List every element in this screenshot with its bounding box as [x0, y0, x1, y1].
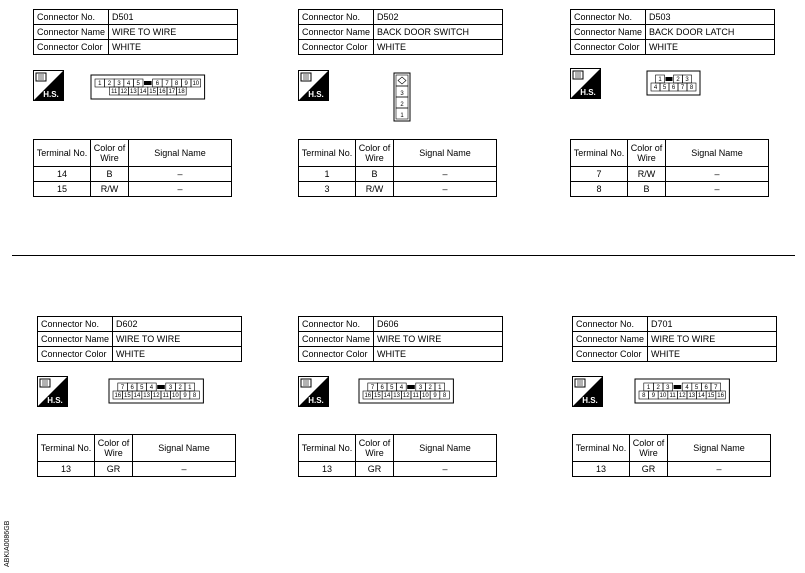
connector-no-label: Connector No. [573, 317, 648, 332]
terminal-no-header: Terminal No. [571, 140, 628, 167]
connector-no-value: D602 [113, 317, 242, 332]
connector-color-label: Connector Color [299, 347, 374, 362]
key-marker [157, 385, 165, 389]
pin-label: 3 [685, 77, 689, 83]
color-of-wire-header: Color of Wire [95, 435, 133, 462]
connector-info-d502 [298, 9, 503, 55]
pin-label: 7 [165, 81, 169, 88]
connector-info-table [570, 9, 775, 55]
pin-label: 16 [158, 88, 166, 95]
connector-name-label: Connector Name [34, 25, 109, 40]
pin-label: 1 [438, 385, 442, 392]
connector-name-label: Connector Name [299, 25, 374, 40]
terminal-no-header: Terminal No. [38, 435, 95, 462]
connector-face-diagram [90, 74, 206, 100]
pin-label: 4 [149, 385, 154, 392]
terminal-no: 1 [299, 167, 356, 182]
terminal-table-d701 [572, 434, 771, 477]
pin-label: 1 [658, 77, 662, 83]
wire-color: R/W [628, 167, 666, 182]
connector-info-table [37, 316, 242, 362]
hs-label: H.S. [308, 90, 324, 99]
terminal-table-d502 [298, 139, 497, 197]
pin-label: 1 [400, 113, 404, 119]
figure-id: ABKIA0086GB [4, 520, 11, 567]
pin-label: 6 [704, 385, 708, 392]
pin-label: 14 [383, 392, 391, 399]
pin-label: 7 [714, 385, 718, 392]
pin-label: 5 [694, 385, 699, 392]
color-of-wire-header: Color of Wire [356, 140, 394, 167]
pin-label: 5 [390, 385, 394, 392]
pin-label: 14 [698, 392, 705, 399]
pin-label: 6 [671, 85, 676, 91]
terminal-row [299, 182, 497, 197]
key-marker [666, 77, 673, 81]
pin-label: 16 [364, 392, 372, 399]
hs-label: H.S. [580, 88, 596, 97]
wire-color: GR [356, 462, 394, 477]
pin-label: 5 [662, 85, 667, 91]
pin-label: 9 [651, 392, 656, 399]
pin-label: 12 [402, 392, 410, 399]
wire-color: R/W [356, 182, 394, 197]
connector-name-value: BACK DOOR SWITCH [374, 25, 503, 40]
connector-color-value: WHITE [646, 40, 775, 55]
connector-no-label: Connector No. [299, 317, 374, 332]
connector-info-d503 [570, 9, 775, 55]
color-of-wire-header: Color of Wire [91, 140, 129, 167]
pin-label: 12 [120, 88, 128, 95]
terminal-no: 15 [34, 182, 91, 197]
pin-label: 3 [117, 81, 121, 88]
pin-label: 11 [412, 392, 419, 399]
pin-label: 1 [646, 385, 651, 392]
pin-label: 15 [124, 392, 131, 399]
color-of-wire-header: Color of Wire [356, 435, 394, 462]
terminal-row [571, 167, 769, 182]
pin-label: 15 [374, 392, 381, 399]
pin-label: 17 [168, 88, 176, 95]
pin-label: 13 [688, 392, 696, 399]
pin-label: 3 [168, 385, 173, 392]
terminal-table-d501 [33, 139, 232, 197]
terminal-no: 7 [571, 167, 628, 182]
pin-label: 2 [428, 385, 432, 392]
pin-label: 8 [442, 392, 447, 399]
pin-label: 18 [178, 88, 185, 95]
signal-name: – [666, 182, 769, 197]
pin-label: 3 [666, 385, 670, 392]
connector-name-label: Connector Name [573, 332, 648, 347]
connector-info-d606 [298, 316, 503, 362]
signal-name: – [133, 462, 236, 477]
terminal-no: 3 [299, 182, 356, 197]
color-of-wire-header: Color of Wire [628, 140, 666, 167]
connector-no-label: Connector No. [299, 10, 374, 25]
pin-label: 2 [178, 385, 182, 392]
pin-label: 10 [172, 392, 179, 399]
harness-side-icon [570, 68, 601, 99]
terminal-table-d602 [37, 434, 236, 477]
connector-name-label: Connector Name [571, 25, 646, 40]
connector-name-value: WIRE TO WIRE [648, 332, 777, 347]
wire-color: B [628, 182, 666, 197]
pin-label: 5 [136, 81, 140, 88]
wire-color: GR [630, 462, 668, 477]
pin-label: 2 [676, 77, 680, 83]
connector-no-label: Connector No. [571, 10, 646, 25]
signal-name: – [129, 182, 232, 197]
pin-label: 8 [192, 392, 197, 399]
signal-name: – [666, 167, 769, 182]
connector-color-value: WHITE [374, 347, 503, 362]
terminal-table-d503 [570, 139, 769, 197]
pin-label: 8 [642, 392, 646, 399]
pin-label: 12 [152, 392, 160, 399]
pin-label: 16 [717, 392, 724, 399]
key-marker [144, 81, 152, 85]
terminal-row [571, 182, 769, 197]
connector-face-diagram [108, 378, 204, 404]
connector-face-diagram [393, 72, 411, 122]
connector-no-value: D503 [646, 10, 775, 25]
connector-name-value: BACK DOOR LATCH [646, 25, 775, 40]
connector-no-value: D701 [648, 317, 777, 332]
terminal-table [570, 139, 769, 197]
harness-side-icon [33, 70, 64, 101]
pin-label: 15 [707, 392, 715, 399]
connector-no-label: Connector No. [38, 317, 113, 332]
terminal-row [573, 462, 771, 477]
connector-color-value: WHITE [113, 347, 242, 362]
connector-no-value: D606 [374, 317, 503, 332]
connector-color-label: Connector Color [573, 347, 648, 362]
terminal-row [34, 167, 232, 182]
connector-no-value: D502 [374, 10, 503, 25]
pin-label: 15 [149, 88, 156, 95]
pin-label: 11 [162, 392, 169, 399]
signal-name: – [129, 167, 232, 182]
connector-color-value: WHITE [374, 40, 503, 55]
signal-name-header: Signal Name [394, 435, 497, 462]
hs-label: H.S. [582, 396, 598, 405]
pin-label: 7 [370, 385, 375, 392]
pin-label: 7 [680, 85, 685, 91]
terminal-row [299, 167, 497, 182]
pin-label: 13 [393, 392, 400, 399]
connector-name-value: WIRE TO WIRE [109, 25, 238, 40]
key-marker [407, 385, 415, 389]
connector-no-label: Connector No. [34, 10, 109, 25]
pin-label: 2 [107, 81, 112, 88]
pin-label: 6 [380, 385, 384, 392]
harness-side-icon [572, 376, 603, 407]
pin-label: 9 [433, 392, 437, 399]
pin-label: 3 [418, 385, 423, 392]
pin-label: 11 [111, 88, 118, 95]
harness-side-icon [298, 70, 329, 101]
pin-label: 10 [659, 392, 667, 399]
terminal-no: 14 [34, 167, 91, 182]
connector-info-table [572, 316, 777, 362]
color-of-wire-header: Color of Wire [630, 435, 668, 462]
pin-label: 9 [183, 392, 187, 399]
terminal-table [298, 434, 497, 477]
connector-name-value: WIRE TO WIRE [113, 332, 242, 347]
wire-color: B [91, 167, 129, 182]
terminal-table [298, 139, 497, 197]
wire-color: R/W [91, 182, 129, 197]
connector-color-label: Connector Color [34, 40, 109, 55]
pin-label: 13 [143, 392, 150, 399]
wire-color: GR [95, 462, 133, 477]
pin-label: 8 [689, 85, 694, 91]
terminal-row [34, 182, 232, 197]
pin-label: 13 [130, 88, 137, 95]
terminal-table-d606 [298, 434, 497, 477]
connector-color-label: Connector Color [38, 347, 113, 362]
terminal-no-header: Terminal No. [299, 435, 356, 462]
terminal-row [299, 462, 497, 477]
signal-name-header: Signal Name [666, 140, 769, 167]
pin-label: 4 [399, 385, 404, 392]
terminal-no: 8 [571, 182, 628, 197]
pin-label: 10 [422, 392, 429, 399]
signal-name: – [668, 462, 771, 477]
harness-side-icon [298, 376, 329, 407]
connector-info-d602 [37, 316, 242, 362]
terminal-no-header: Terminal No. [573, 435, 630, 462]
key-marker [674, 385, 682, 389]
pin-label: 4 [653, 85, 658, 91]
connector-info-table [298, 316, 503, 362]
connector-color-label: Connector Color [299, 40, 374, 55]
connector-color-value: WHITE [648, 347, 777, 362]
connector-name-label: Connector Name [38, 332, 113, 347]
hs-label: H.S. [43, 90, 59, 99]
pin-label: 6 [155, 81, 160, 88]
pin-label: 4 [685, 385, 689, 392]
signal-name: – [394, 167, 497, 182]
pin-label: 6 [130, 385, 134, 392]
hs-label: H.S. [308, 396, 324, 405]
pin-label: 8 [174, 81, 179, 88]
pin-label: 11 [669, 392, 676, 399]
terminal-table [37, 434, 236, 477]
pin-label: 14 [139, 88, 147, 95]
pin-label: 3 [400, 91, 404, 97]
signal-name: – [394, 182, 497, 197]
connector-info-table [33, 9, 238, 55]
terminal-no-header: Terminal No. [299, 140, 356, 167]
terminal-table [33, 139, 232, 197]
pin-label: 2 [656, 385, 660, 392]
terminal-no: 13 [299, 462, 356, 477]
signal-name-header: Signal Name [394, 140, 497, 167]
connector-info-d501 [33, 9, 238, 55]
connector-face-diagram [358, 378, 454, 404]
hs-label: H.S. [47, 396, 63, 405]
signal-name: – [394, 462, 497, 477]
pin-label: 7 [120, 385, 125, 392]
connector-color-label: Connector Color [571, 40, 646, 55]
signal-name-header: Signal Name [129, 140, 232, 167]
terminal-no-header: Terminal No. [34, 140, 91, 167]
pin-label: 10 [192, 81, 200, 88]
section-divider [12, 255, 795, 256]
pin-label: 9 [184, 81, 188, 88]
terminal-table [572, 434, 771, 477]
connector-face-diagram [634, 378, 730, 404]
connector-face-diagram [646, 70, 701, 96]
wire-color: B [356, 167, 394, 182]
pin-label: 1 [188, 385, 192, 392]
connector-info-d701 [572, 316, 777, 362]
signal-name-header: Signal Name [668, 435, 771, 462]
terminal-no: 13 [38, 462, 95, 477]
pin-label: 4 [126, 81, 131, 88]
terminal-row [38, 462, 236, 477]
connector-no-value: D501 [109, 10, 238, 25]
connector-info-table [298, 9, 503, 55]
pin-label: 1 [98, 81, 102, 88]
pin-label: 2 [400, 102, 404, 108]
pin-label: 12 [678, 392, 686, 399]
pin-label: 16 [114, 392, 122, 399]
connector-color-value: WHITE [109, 40, 238, 55]
connector-name-label: Connector Name [299, 332, 374, 347]
connector-name-value: WIRE TO WIRE [374, 332, 503, 347]
signal-name-header: Signal Name [133, 435, 236, 462]
harness-side-icon [37, 376, 68, 407]
pin-label: 5 [140, 385, 144, 392]
terminal-no: 13 [573, 462, 630, 477]
pin-label: 14 [133, 392, 141, 399]
